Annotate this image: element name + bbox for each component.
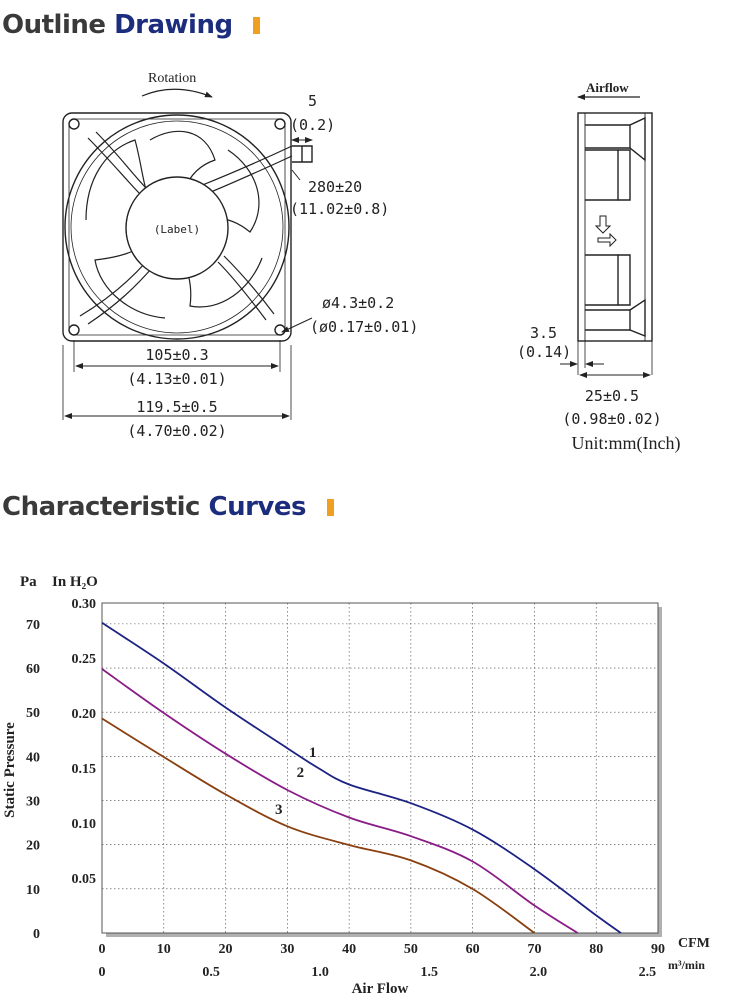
- title-accent-mark: [327, 499, 334, 516]
- outline-drawing: [0, 0, 750, 470]
- y-tick-pa: 20: [26, 838, 40, 854]
- x-unit-cfm: CFM: [678, 936, 710, 951]
- series-label-1: 1: [308, 745, 317, 761]
- dim-hole-in: (ø0.17±0.01): [310, 318, 419, 336]
- fan-side-view: [578, 113, 652, 341]
- x-unit-m3min: m³/min: [668, 958, 705, 972]
- y-axis-label: Static Pressure: [2, 722, 18, 818]
- dim-wire-length-in: (11.02±0.8): [290, 200, 390, 218]
- dim-hole-spacing: 105±0.3: [145, 346, 209, 364]
- rotation-label: Rotation: [148, 71, 197, 86]
- y-tick-pa: 0: [33, 927, 40, 942]
- y-tick-inh2o: 0.05: [71, 872, 96, 887]
- x-tick-cfm: 0: [98, 942, 106, 957]
- x-tick-cfm: 80: [589, 942, 604, 957]
- dim-hole: ø4.3±0.2: [322, 294, 395, 312]
- x-tick-m3min: 0.5: [202, 965, 220, 980]
- direction-arrow-icon: [596, 216, 610, 233]
- dim-hole-spacing-in: (4.13±0.01): [127, 370, 227, 388]
- x-tick-m3min: 2.5: [638, 965, 657, 980]
- y-tick-pa: 50: [26, 706, 40, 722]
- y-unit-pa: Pa: [20, 574, 37, 590]
- y-tick-inh2o: 0.10: [71, 817, 96, 832]
- x-tick-cfm: 70: [527, 942, 542, 957]
- characteristic-chart: [0, 560, 750, 1000]
- x-tick-m3min: 0: [98, 965, 106, 980]
- x-axis-label: Air Flow: [351, 981, 409, 997]
- hub-label: (Label): [153, 223, 201, 236]
- x-tick-cfm: 60: [465, 942, 480, 957]
- dim-depth: 25±0.5: [584, 387, 640, 405]
- x-tick-m3min: 1.0: [311, 965, 329, 980]
- x-tick-cfm: 30: [280, 942, 295, 957]
- y-unit-inh2o: In H₂O: [52, 574, 98, 590]
- x-tick-cfm: 20: [218, 942, 233, 957]
- y-tick-inh2o: 0.25: [71, 652, 96, 667]
- mount-hole-tl: [69, 119, 79, 129]
- dim-wire-length: 280±20: [308, 178, 363, 196]
- curves-title-word2: Curves: [208, 492, 306, 522]
- dim-depth-in: (0.98±0.02): [562, 410, 662, 428]
- unit-note: Unit:mm(Inch): [571, 433, 681, 453]
- curves-title-word1: Characteristic: [2, 492, 200, 522]
- airflow-label: Airflow: [586, 80, 629, 95]
- x-tick-cfm: 10: [156, 942, 171, 957]
- rotation-arrow-icon: [142, 89, 212, 97]
- x-tick-cfm: 50: [403, 942, 418, 957]
- dim-width-in: (4.70±0.02): [127, 422, 227, 440]
- x-tick-cfm: 40: [342, 942, 357, 957]
- dim-flange-in: (0.14): [517, 343, 572, 361]
- mount-hole-bl: [69, 325, 79, 335]
- dim-width: 119.5±0.5: [136, 398, 218, 416]
- mount-hole-br: [275, 325, 285, 335]
- y-tick-pa: 70: [26, 617, 40, 633]
- series-label-2: 2: [296, 764, 305, 781]
- y-tick-pa: 60: [26, 662, 40, 678]
- plot-area: [102, 603, 658, 933]
- dim-wire-gap: 5: [308, 92, 318, 110]
- x-tick-m3min: 1.5: [420, 965, 438, 980]
- x-tick-m3min: 2.0: [529, 965, 548, 980]
- y-tick-pa: 30: [26, 794, 40, 810]
- x-tick-cfm: 90: [651, 942, 665, 957]
- outline-title-word1: Outline: [2, 10, 106, 40]
- y-tick-pa: 40: [26, 750, 40, 766]
- y-tick-inh2o: 0.20: [71, 707, 96, 722]
- outline-title-word2: Drawing: [114, 10, 233, 40]
- series-label-3: 3: [274, 802, 283, 819]
- dim-wire-gap-in: (0.2): [290, 116, 336, 134]
- dim-flange: 3.5: [530, 324, 558, 342]
- y-tick-pa: 10: [26, 882, 40, 898]
- curves-section-title: [2, 492, 334, 522]
- y-tick-inh2o: 0.30: [71, 597, 96, 612]
- mount-hole-tr: [275, 119, 285, 129]
- y-tick-inh2o: 0.15: [71, 762, 96, 777]
